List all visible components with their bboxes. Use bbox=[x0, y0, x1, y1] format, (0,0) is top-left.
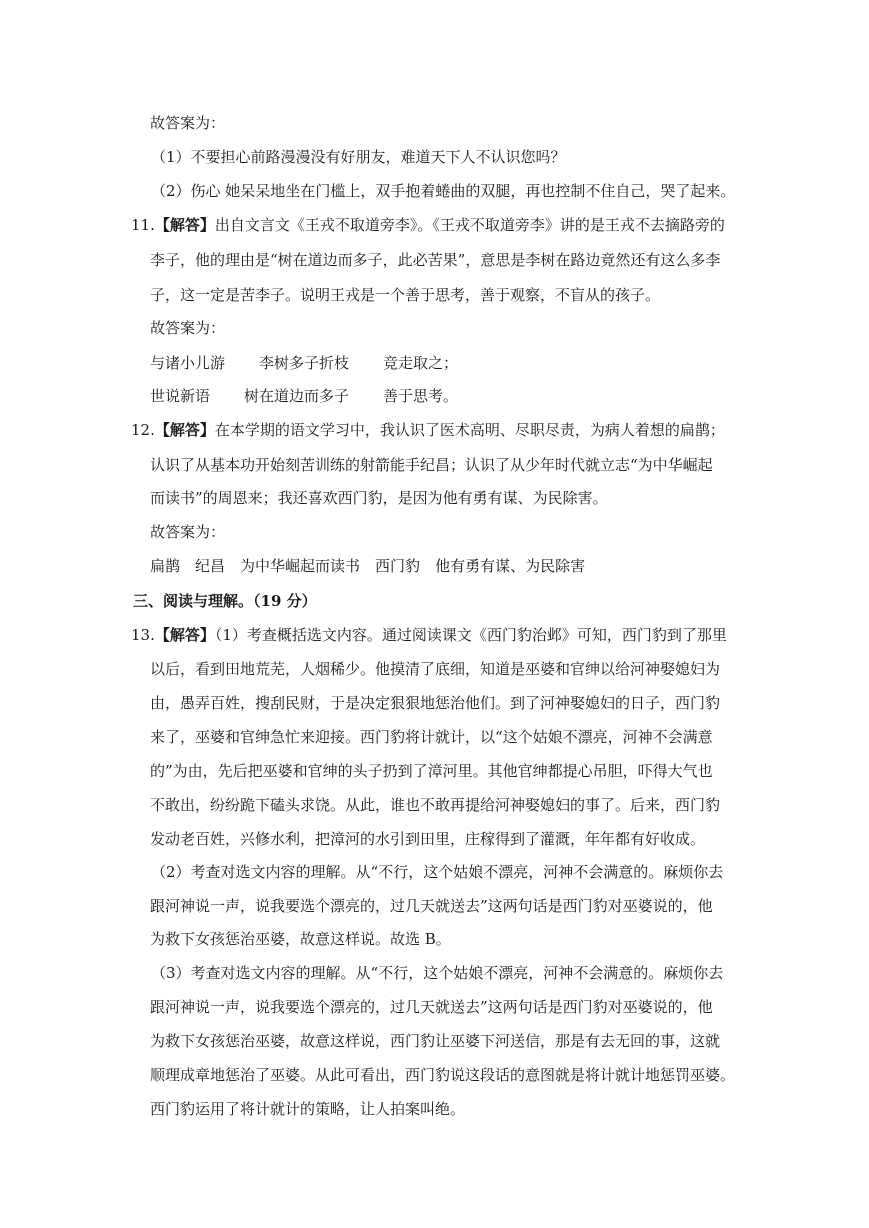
q11-answer-1-1: 与诸小儿游 bbox=[150, 354, 226, 372]
q13-p3-line-2: 跟河神说一声，说我要选个漂亮的，过几天就送去”这两句话是西门豹对巫婆说的，他 bbox=[150, 998, 713, 1016]
q13-text-1: （1）考查概括选文内容。通过阅读课文《西门豹治邺》可知，西门豹到了那里 bbox=[214, 626, 727, 644]
q11-answer-2-2: 树在道边而多子 bbox=[244, 387, 350, 405]
q10-answer-2: （2）伤心 她呆呆地坐在门槛上，双手抱着蜷曲的双腿，再也控制不住自己，哭了起来。 bbox=[151, 182, 736, 200]
q11-answer-1-3: 竞走取之； bbox=[383, 354, 459, 372]
q13-p1-line-3: 由，愚弄百姓，搜刮民财，于是决定狠狠地惩治他们。到了河神娶媳妇的日子，西门豹 bbox=[150, 694, 721, 712]
q11-answers-row-1 bbox=[150, 353, 458, 373]
q11-line-2: 李子，他的理由是“树在道边而多子，此必苦果”，意思是李树在路边竟然还有这么多李 bbox=[150, 251, 721, 269]
q13-p3-line-4: 顺理成章地惩治了巫婆。从此可看出，西门豹说这段话的意图就是将计就计地惩罚巫婆。 bbox=[150, 1066, 736, 1084]
q11-answer-2-3: 善于思考。 bbox=[383, 387, 459, 405]
q12-line-1 bbox=[131, 420, 725, 440]
q12-line-2: 认识了从基本功开始刻苦训练的射箭能手纪昌；认识了从少年时代就立志“为中华崛起 bbox=[150, 456, 713, 474]
q11-answer-label: 故答案为： bbox=[150, 319, 226, 337]
q13-tag: 【解答】 bbox=[154, 626, 215, 644]
q11-number: 11. bbox=[131, 216, 155, 234]
q12-number: 12. bbox=[131, 421, 155, 439]
q13-p1-line-2: 以后，看到田地荒芜，人烟稀少。他摸清了底细，知道是巫婆和官绅以给河神娶媳妇为 bbox=[150, 660, 721, 678]
q11-answers-row-2 bbox=[150, 386, 458, 406]
q13-p2-line-3: 为救下女孩惩治巫婆，故意这样说。故选 B。 bbox=[150, 930, 451, 948]
q13-p1-line-7: 发动老百姓，兴修水利，把漳河的水引到田里，庄稼得到了灌溉，年年都有好收成。 bbox=[150, 830, 706, 848]
q12-answer-2: 纪昌 bbox=[195, 557, 226, 575]
q13-number: 13. bbox=[131, 626, 155, 644]
section-heading: 三、阅读与理解。（19 分） bbox=[133, 592, 317, 610]
q12-tag: 【解答】 bbox=[154, 421, 215, 439]
q11-answer-2-1: 世说新语 bbox=[150, 387, 211, 405]
q12-text-1: 在本学期的语文学习中，我认识了医术高明、尽职尽责，为病人着想的扁鹊； bbox=[214, 421, 725, 439]
q13-line-1 bbox=[131, 625, 727, 645]
q13-p1-line-6: 不敢出，纷纷跪下磕头求饶。从此，谁也不敢再提给河神娶媳妇的事了。后来，西门豹 bbox=[150, 796, 721, 814]
q12-answer-4: 西门豹 bbox=[375, 557, 421, 575]
q13-p1-line-4: 来了，巫婆和官绅急忙来迎接。西门豹将计就计，以“这个姑娘不漂亮，河神不会满意 bbox=[150, 728, 713, 746]
q12-answer-label: 故答案为： bbox=[150, 523, 226, 541]
q10-answer-1: （1）不要担心前路漫漫没有好朋友，难道天下人不认识您吗？ bbox=[151, 148, 566, 166]
q12-answer-3: 为中华崛起而读书 bbox=[240, 557, 361, 575]
q13-p2-line-1: （2）考查对选文内容的理解。从“不行，这个姑娘不漂亮，河神不会满意的。麻烦你去 bbox=[151, 863, 724, 881]
q13-p3-line-1: （3）考查对选文内容的理解。从“不行，这个姑娘不漂亮，河神不会满意的。麻烦你去 bbox=[151, 964, 724, 982]
q13-p3-line-5: 西门豹运用了将计就计的策略，让人拍案叫绝。 bbox=[150, 1100, 466, 1118]
q10-answer-label: 故答案为： bbox=[150, 114, 226, 132]
q11-answer-1-2: 李树多子折枝 bbox=[259, 354, 350, 372]
q12-answer-1: 扁鹊 bbox=[150, 557, 181, 575]
q11-line-3: 子，这一定是苦李子。说明王戎是一个善于思考，善于观察，不盲从的孩子。 bbox=[150, 286, 661, 304]
q13-p3-line-3: 为救下女孩惩治巫婆，故意这样说，西门豹让巫婆下河送信，那是有去无回的事，这就 bbox=[150, 1032, 721, 1050]
q11-text-1: 出自文言文《王戎不取道旁李》。《王戎不取道旁李》讲的是王戎不去摘路旁的 bbox=[214, 216, 725, 234]
q11-line-1 bbox=[131, 215, 725, 235]
q13-p1-line-5: 的”为由，先后把巫婆和官绅的头子扔到了漳河里。其他官绅都提心吊胆，吓得大气也 bbox=[150, 762, 713, 780]
q12-line-3: 而读书”的周恩来；我还喜欢西门豹，是因为他有勇有谋、为民除害。 bbox=[150, 489, 608, 507]
q11-tag: 【解答】 bbox=[154, 216, 215, 234]
q13-p2-line-2: 跟河神说一声，说我要选个漂亮的，过几天就送去”这两句话是西门豹对巫婆说的，他 bbox=[150, 897, 713, 915]
q12-answer-5: 他有勇有谋、为民除害 bbox=[435, 557, 586, 575]
q12-answers-row bbox=[150, 556, 585, 576]
